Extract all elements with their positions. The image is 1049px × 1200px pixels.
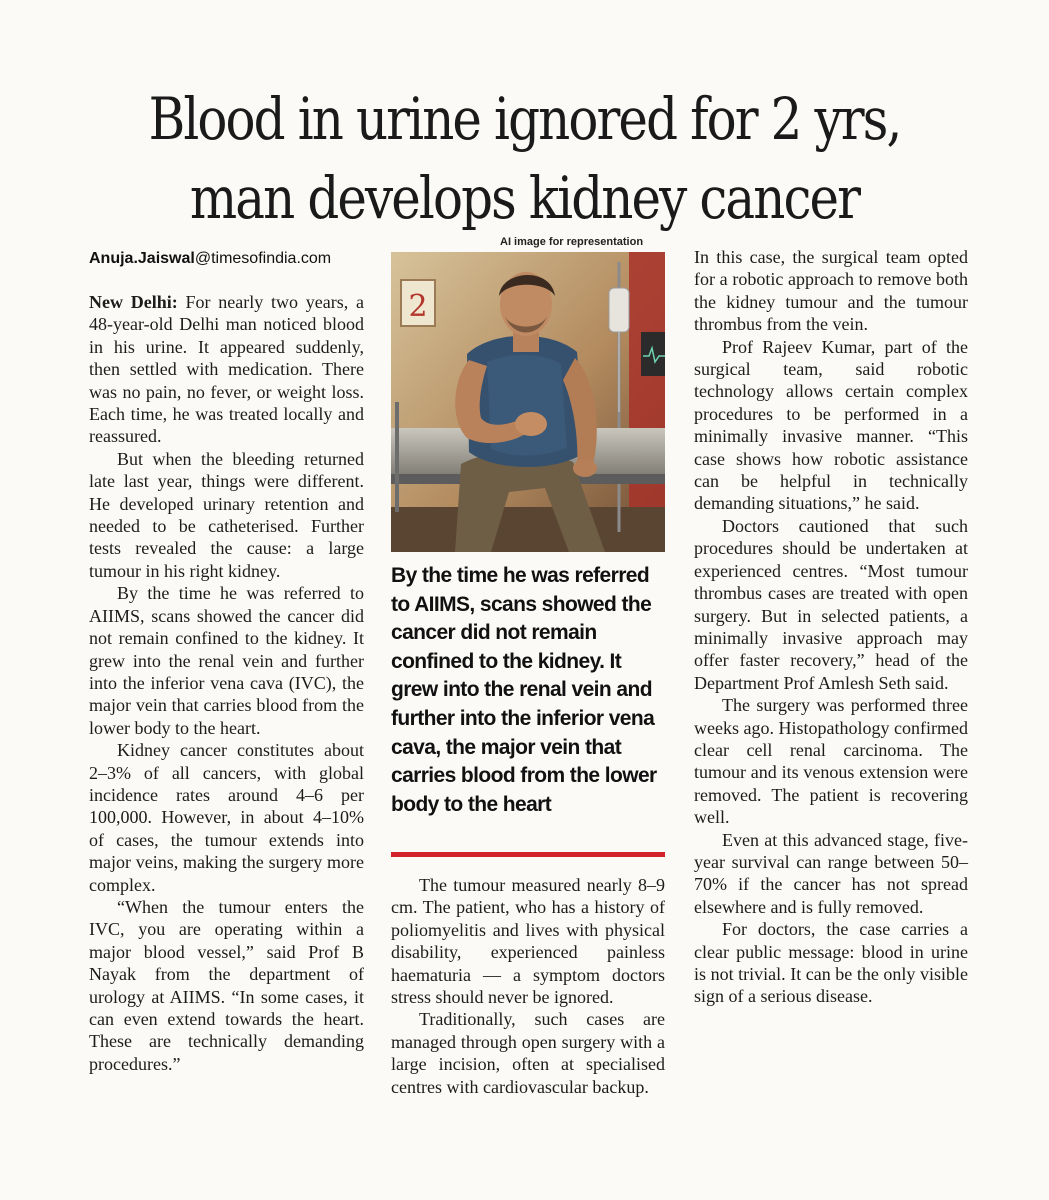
wall-sign-number: 2 [408, 289, 428, 324]
column3-paragraph-4: The surgery was performed three weeks ago. Histopathology confirmed clear cell renal carcinoma. The tumour and its venous extension were removed. The patient is recovering well. [694, 695, 968, 828]
article-column-2 [391, 874, 665, 1098]
byline [89, 250, 331, 268]
article-column-3 [694, 246, 968, 1008]
image-credit: AI image for representation [500, 236, 644, 248]
column2-paragraph-1: The tumour measured nearly 8–9 cm. The patient, who has a history of poliomyelitis and lives with physical disability, experienced painless haematuria — a symptom doctors stress should never be ignored. [391, 875, 665, 1008]
column1-paragraph-4: Kidney cancer constitutes about 2–3% of all cancers, with global incidence rates around 4–6 per 100,000. However, in about 4–10% of cases, the tumour extends into major veins, making the surgery more complex. [89, 740, 364, 895]
column1-paragraph-2: But when the bleeding returned late last year, things were different. He developed urinary retention and needed to be catheterised. Further tests revealed the cause: a large tumour in his right kidney. [89, 448, 364, 581]
column3-paragraph-5: Even at this advanced stage, five-year survival can range between 50–70% if the cancer has not spread elsewhere and is fully removed. [694, 829, 968, 917]
pull-quote-rule [391, 852, 665, 857]
column1-paragraph-5: “When the tumour enters the IVC, you are operating within a major blood vessel,” said Prof B Nayak from the department of urology at AIIMS. “In some cases, it can even extend towards the heart. These are technically demanding procedures.” [89, 896, 364, 1074]
article-column-1 [89, 291, 364, 1075]
dateline: New Delhi: [89, 292, 178, 312]
column1-paragraph-1: New Delhi: For nearly two years, a 48-year-old Delhi man noticed blood in his urine. It appeared suddenly, then settled with medication. There was no pain, no fever, or weight loss. Each time, he was treated locally and reassured. [89, 292, 364, 447]
article-photo [391, 252, 665, 552]
byline-domain: @timesofindia.com [194, 250, 332, 267]
headline-line-2: man develops kidney cancer [189, 164, 860, 232]
column3-paragraph-1: In this case, the surgical team opted for a robotic approach to remove both the kidney tumour and the tumour thrombus from the vein. [694, 247, 968, 335]
headline-line-1: Blood in urine ignored for 2 yrs, [148, 85, 901, 153]
column1-paragraph-3: By the time he was referred to AIIMS, scans showed the cancer did not remain confined to the kidney. It grew into the renal vein and further into the inferior vena cava (IVC), the major vein that carries blood from the lower body to the heart. [89, 583, 364, 738]
byline-name: Anuja.Jaiswal [89, 250, 195, 267]
column3-paragraph-3: Doctors cautioned that such procedures should be undertaken at experienced centres. “Most tumour thrombus cases are treated with open surgery. But in selected patients, a minimally invasive approach may offer faster recovery,” head of the Department Prof Amlesh Seth said. [694, 515, 968, 693]
column2-paragraph-2: Traditionally, such cases are managed through open surgery with a large incision, often at specialised centres with cardiovascular backup. [391, 1009, 665, 1097]
column3-paragraph-6: For doctors, the case carries a clear public message: blood in urine is not trivial. It can be the only visible sign of a serious disease. [694, 919, 968, 1007]
column3-paragraph-2: Prof Rajeev Kumar, part of the surgical team, said robotic technology allows certain complex procedures to be performed in a minimally invasive manner. “This case shows how robotic assistance can be helpful in technically demanding situations,” he said. [694, 336, 968, 514]
man-holding-abdomen-illustration [391, 252, 665, 552]
pull-quote: By the time he was referred to AIIMS, scans showed the cancer did not remain confined to the kidney. It grew into the renal vein and further into the inferior vena cava, the major vein that carries blood from the lower body to the heart [391, 564, 657, 816]
